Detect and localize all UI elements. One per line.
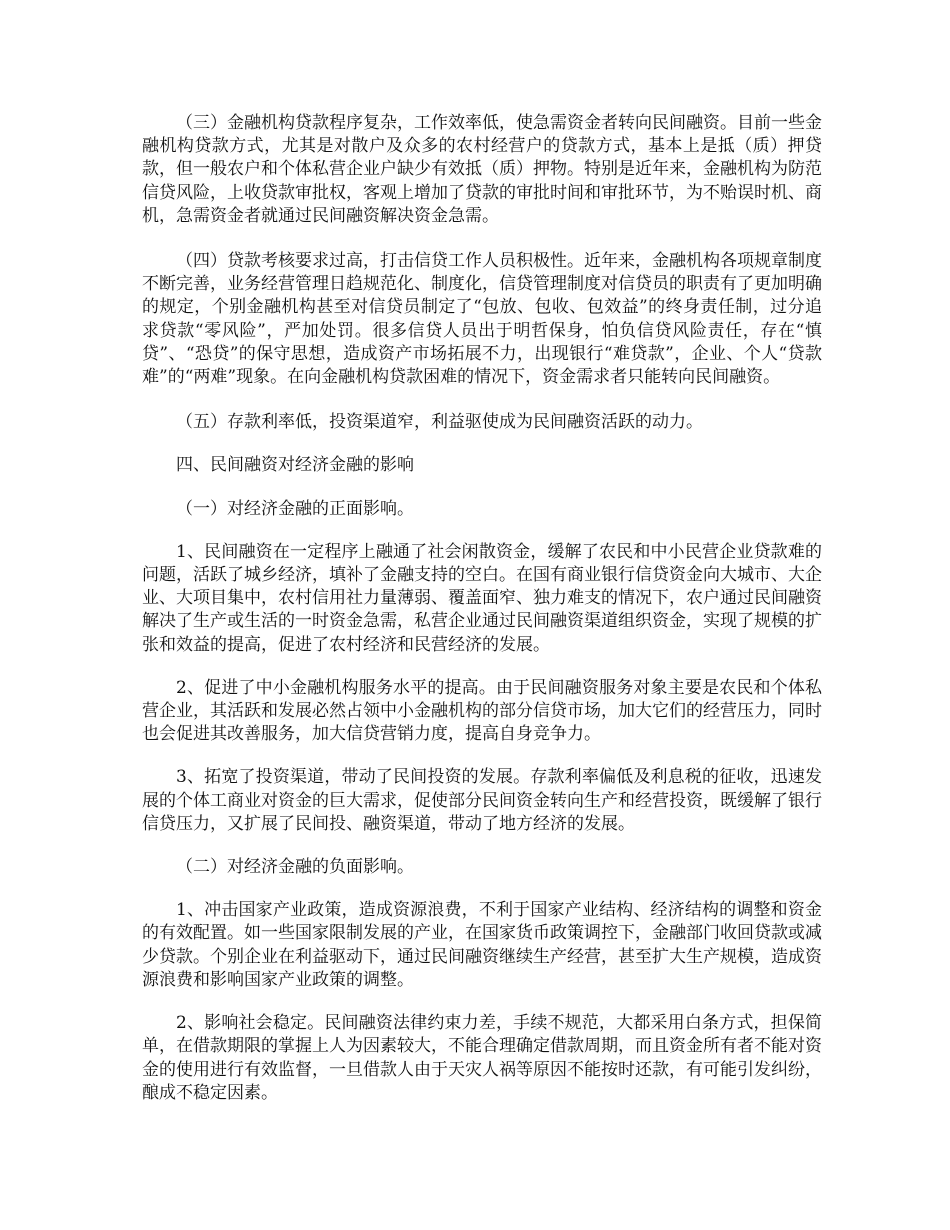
subsection-heading-positive: （一）对经济金融的正面影响。 — [176, 498, 414, 519]
paragraph-negative-2: 2、影响社会稳定。民间融资法律约束力差，手续不规范，大都采用白条方式，担保简单，在借款期限的掌握上人为因素较大，不能合理确定借款周期，而且资金所有者不能对资金的使用进行有效监督，一旦借款人由于天灾人祸等原因不能按时还款，有可能引发纠纷，酿成不稳定因素。 — [142, 1013, 822, 1103]
paragraph-positive-2: 2、促进了中小金融机构服务水平的提高。由于民间融资服务对象主要是农民和个体私营企业，其活跃和发展必然占领中小金融机构的部分信贷市场，加大它们的经营压力，同时也会促进其改善服务，加大信贷营销力度，提高自身竞争力。 — [142, 677, 822, 745]
paragraph-loan-assessment: （四）贷款考核要求过高，打击信贷工作人员积极性。近年来，金融机构各项规章制度不断完善，业务经营管理日趋规范化、制度化，信贷管理制度对信贷员的职责有了更加明确的规定，个别金融机构甚至对信贷员制定了“包放、包收、包效益”的终身责任制，过分追求贷款“零风险”，严加处罚。很多信贷人员出于明哲保身，怕负信贷风险责任，存在“慎贷”、“恐贷”的保守思想，造成资产市场拓展不力，出现银行“难贷款”，企业、个人“贷款难”的“两难”现象。在向金融机构贷款困难的情况下，资金需求者只能转向民间融资。 — [142, 251, 822, 388]
section-heading-impact: 四、民间融资对经济金融的影响 — [176, 455, 414, 476]
document-body — [142, 112, 822, 1125]
paragraph-positive-3: 3、拓宽了投资渠道，带动了民间投资的发展。存款利率偏低及利息税的征收，迅速发展的个体工商业对资金的巨大需求，促使部分民间资金转向生产和经营投资，既缓解了银行信贷压力，又扩展了民间投、融资渠道，带动了地方经济的发展。 — [142, 767, 822, 834]
subsection-heading-negative: （二）对经济金融的负面影响。 — [176, 857, 414, 878]
paragraph-deposit-rate: （五）存款利率低，投资渠道窄，利益驱使成为民间融资活跃的动力。 — [176, 412, 703, 433]
paragraph-negative-1: 1、冲击国家产业政策，造成资源浪费，不利于国家产业结构、经济结构的调整和资金的有效配置。如一些国家限制发展的产业，在国家货币政策调控下，金融部门收回贷款或减少贷款。个别企业在利益驱动下，通过民间融资继续生产经营，甚至扩大生产规模，造成资源浪费和影响国家产业政策的调整。 — [142, 900, 822, 990]
paragraph-loan-procedure: （三）金融机构贷款程序复杂，工作效率低，使急需资金者转向民间融资。目前一些金融机构贷款方式，尤其是对散户及众多的农村经营户的贷款方式，基本上是抵（质）押贷款，但一般农户和个体私营企业户缺少有效抵（质）押物。特别是近年来，金融机构为防范信贷风险，上收贷款审批权，客观上增加了贷款的审批时间和审批环节，为不贻误时机、商机，急需资金者就通过民间融资解决资金急需。 — [142, 113, 822, 226]
paragraph-positive-1: 1、民间融资在一定程序上融通了社会闲散资金，缓解了农民和中小民营企业贷款难的问题，活跃了城乡经济，填补了金融支持的空白。在国有商业银行信贷资金向大城市、大企业、大项目集中，农村信用社力量薄弱、覆盖面窄、独力难支的情况下，农户通过民间融资解决了生产或生活的一时资金急需，私营企业通过民间融资渠道组织资金，实现了规模的扩张和效益的提高，促进了农村经济和民营经济的发展。 — [142, 541, 822, 655]
